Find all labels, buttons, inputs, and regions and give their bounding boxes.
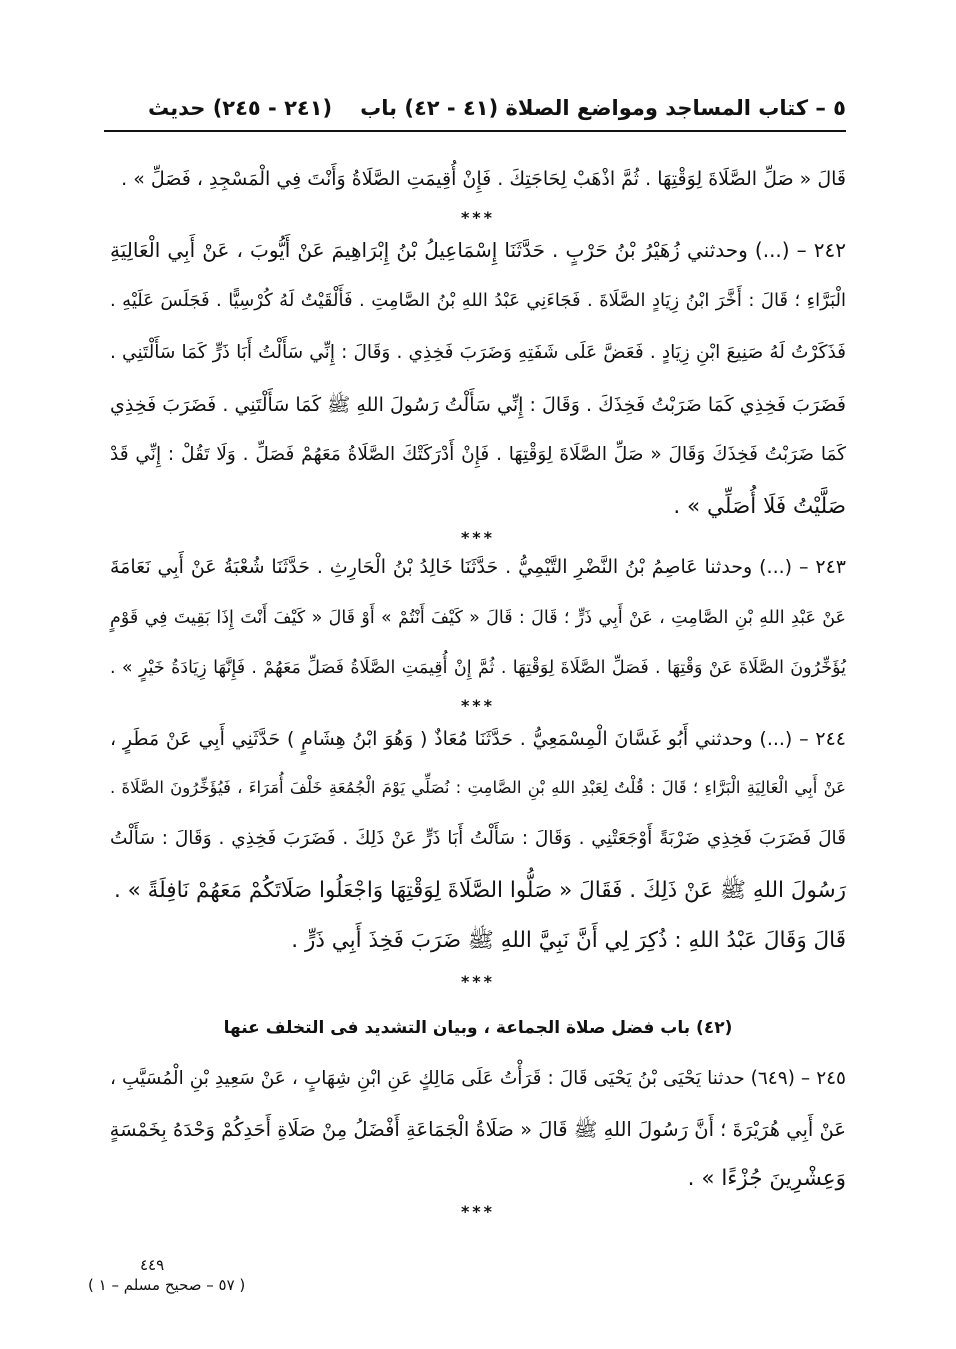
hadith-242-line-6: صَلَّيْتُ فَلَا أُصَلِّي » . xyxy=(673,494,846,519)
hadith-245-line-3: وَعِشْرِينَ جُزْءًا » . xyxy=(687,1166,846,1191)
hadith-242-line-1: ٢٤٢ – (...) وحدثني زُهَيْرُ بْنُ حَرْبٍ . حَدَّثَنَا إِسْمَاعِيلُ بْنُ إِبْرَاهِيمَ عَنْ أَيُّوبَ ، عَنْ أَبِي الْعَالِيَةِ xyxy=(110,238,846,262)
header-rule xyxy=(104,130,846,132)
hadith-244-line-5: قَالَ وَقَالَ عَبْدُ اللهِ : ذُكِرَ لِي أَنَّ نَبِيَّ اللهِ ﷺ ضَرَبَ فَخِذَ أَبِي ذَرٍّ . xyxy=(291,928,846,953)
hadith-243-line-1: ٢٤٣ – (...) وحدثنا عَاصِمُ بْنُ النَّضْرِ التَّيْمِيُّ . حَدَّثَنَا خَالِدُ بْنُ الْحَارِثِ . حَدَّثَنَا شُعْبَةُ عَنْ أَبِي نَعَامَةَ xyxy=(110,556,846,578)
hadith-242-line-4: فَضَرَبَ فَخِذِي كَمَا ضَرَبْتُ فَخِذَكَ . وَقَالَ : إِنِّي سَأَلْتُ رَسُولَ اللهِ ﷺ كَمَا سَأَلْتَنِي . فَضَرَبَ فَخِذِي xyxy=(110,394,846,416)
hadith-242-line-2: الْبَرَّاءِ ؛ قَالَ : أَخَّرَ ابْنُ زِيَادٍ الصَّلَاةَ . فَجَاءَنِي عَبْدُ اللهِ بْنُ الصَّامِتِ . فَأَلْقَيْتُ لَهُ كُرْسِيًّا . فَجَلَسَ عَلَيْهِ . xyxy=(110,290,846,311)
hadith-244-line-1: ٢٤٤ – (...) وحدثني أَبُو غَسَّانَ الْمِسْمَعِيُّ . حَدَّثَنَا مُعَاذٌ ( وَهُوَ ابْنُ هِشَامٍ ) حَدَّثَنِي أَبِي عَنْ مَطَرٍ ، xyxy=(110,728,846,750)
intro-line: قَالَ « صَلِّ الصَّلَاةَ لِوَقْتِهَا . ثُمَّ اذْهَبْ لِحَاجَتِكَ . فَإِنْ أُقِيمَتِ الصَّلَاةُ وَأَنْتَ فِي الْمَسْجِدِ ، فَصَلِّ » . xyxy=(121,168,846,190)
running-header xyxy=(100,94,846,130)
separator-stars: *** xyxy=(460,208,496,227)
header-chapter-title: ٥ – كتاب المساجد ومواضع الصلاة (٤١ - ٤٢) باب xyxy=(360,96,846,120)
hadith-245-line-2: عَنْ أَبِي هُرَيْرَةَ ؛ أَنَّ رَسُولَ اللهِ ﷺ قَالَ « صَلَاةُ الْجَمَاعَةِ أَفْضَلُ مِنْ صَلَاةِ أَحَدِكُمْ وَحْدَهُ بِخَمْسَةٍ xyxy=(109,1118,846,1141)
hadith-242-line-3: فَذَكَرْتُ لَهُ صَنِيعَ ابْنِ زِيَادٍ . فَعَضَّ عَلَى شَفَتِهِ وَضَرَبَ فَخِذِي . وَقَالَ : إِنِّي سَأَلْتُ أَبَا ذَرٍّ كَمَا سَأَلْتَنِي . xyxy=(110,342,846,363)
hadith-244-line-2: عَنْ أَبِي الْعَالِيَةِ الْبَرَّاءِ ؛ قَالَ : قُلْتُ لِعَبْدِ اللهِ بْنِ الصَّامِتِ : نُصَلِّي يَوْمَ الْجُمُعَةِ خَلْفَ أُمَرَاءَ ، فَيُؤَخِّرُونَ الصَّلَاةَ . xyxy=(110,778,846,797)
hadith-244-line-3: قَالَ فَضَرَبَ فَخِذِي ضَرْبَةً أَوْجَعَتْنِي . وَقَالَ : سَأَلْتُ أَبَا ذَرٍّ عَنْ ذَلِكَ . فَضَرَبَ فَخِذِي . وَقَالَ : سَأَلْتُ xyxy=(110,828,846,849)
separator-stars: *** xyxy=(460,1202,496,1221)
hadith-243-line-2: عَنْ عَبْدِ اللهِ بْنِ الصَّامِتِ ، عَنْ أَبِي ذَرٍّ ؛ قَالَ : قَالَ « كَيْفَ أَنْتُمْ » أَوْ قَالَ « كَيْفَ أَنْتَ إِذَا بَقِيتَ فِي قَوْمٍ xyxy=(110,608,846,628)
hadith-244-line-4: رَسُولَ اللهِ ﷺ عَنْ ذَلِكَ . فَقَالَ « صَلُّوا الصَّلَاةَ لِوَقْتِهَا وَاجْعَلُوا صَلَاتَكُمْ مَعَهُمْ نَافِلَةً » . xyxy=(114,878,846,903)
footer-signature: ( ٥٧ – صحيح مسلم – ١ ) xyxy=(88,1276,246,1294)
hadith-242-line-5: كَمَا ضَرَبْتُ فَخِذَكَ وَقَالَ « صَلِّ الصَّلَاةَ لِوَقْتِهَا . فَإِنْ أَدْرَكَتْكَ الصَّلَاةُ مَعَهُمْ فَصَلِّ . وَلَا تَقُلْ : إِنِّي قَدْ xyxy=(110,444,846,465)
separator-stars: *** xyxy=(460,972,496,991)
page-number: ٤٤٩ xyxy=(140,1256,165,1274)
separator-stars: *** xyxy=(460,528,496,547)
hadith-243-line-3: يُؤَخِّرُونَ الصَّلَاةَ عَنْ وَقْتِهَا . فَصَلِّ الصَّلَاةَ لِوَقْتِهَا . ثُمَّ إِنْ أُقِيمَتِ الصَّلَاةُ فَصَلِّ مَعَهُمْ . فَإِنَّهَا زِيَادَةُ خَيْرٍ » . xyxy=(110,658,846,678)
header-hadith-range: (٢٤١ - ٢٤٥) حديث xyxy=(148,96,333,120)
separator-stars: *** xyxy=(460,696,496,715)
chapter-heading: (٤٢) باب فضل صلاة الجماعة ، وبيان التشديد فى التخلف عنها xyxy=(223,1018,733,1038)
hadith-245-line-1: ٢٤٥ – (٦٤٩) حدثنا يَحْيَى بْنُ يَحْيَى قَالَ : قَرَأْتُ عَلَى مَالِكٍ عَنِ ابْنِ شِهَابٍ ، عَنْ سَعِيدِ بْنِ الْمُسَيَّبِ ، xyxy=(110,1068,846,1089)
